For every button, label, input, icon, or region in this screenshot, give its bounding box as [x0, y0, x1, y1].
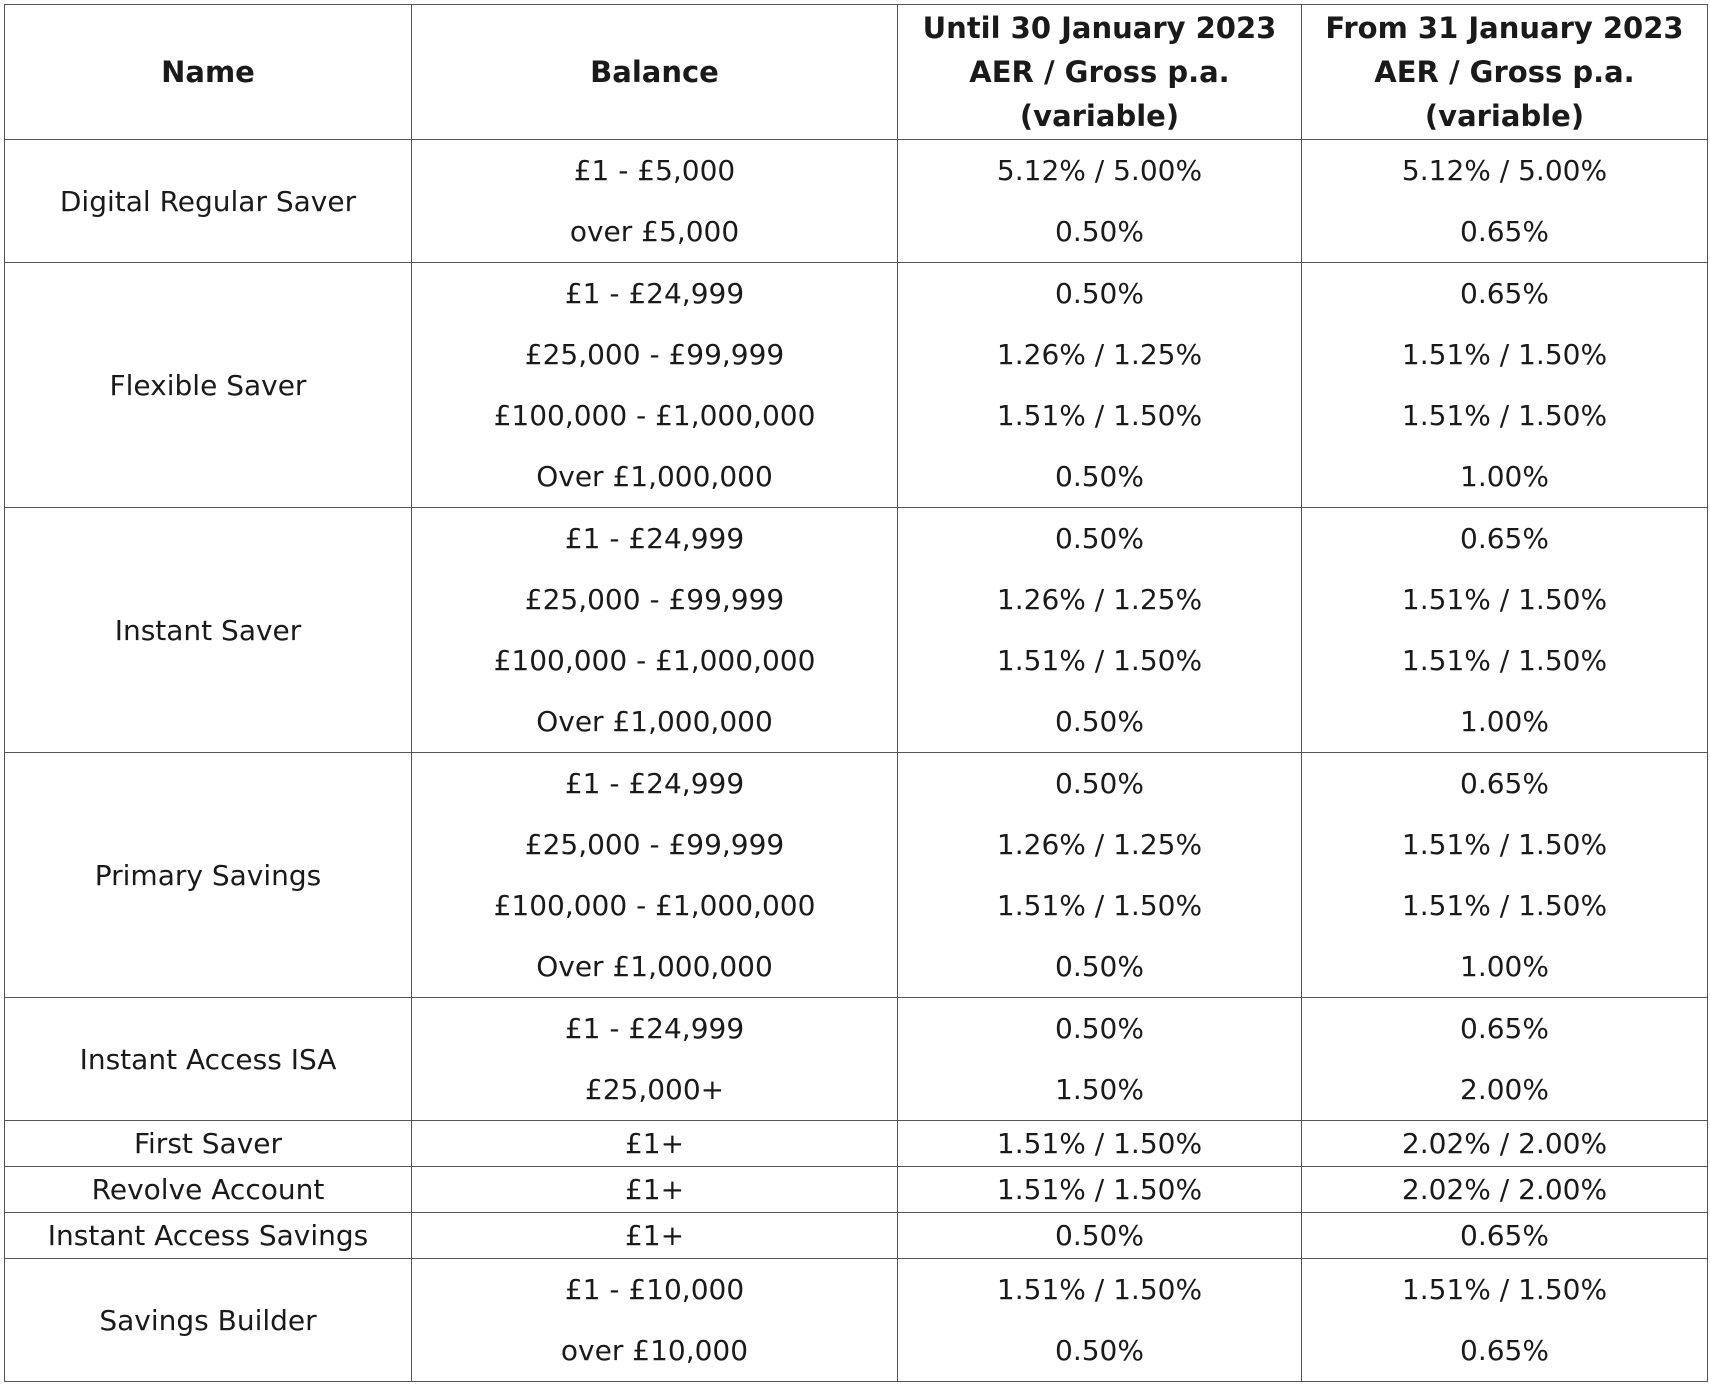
until-cell: [898, 998, 1302, 1121]
rate-value: 0.50%: [1055, 1219, 1144, 1252]
table-header: [5, 5, 1708, 140]
rate-value: 0.65%: [1460, 215, 1549, 248]
balance-tier: £1+: [624, 1127, 685, 1160]
until-cell: [898, 140, 1302, 263]
rate-value: 1.26% / 1.25%: [996, 828, 1203, 861]
balance-tier: over £10,000: [560, 1334, 749, 1367]
until-cell: [898, 753, 1302, 998]
header-name: Name: [5, 5, 412, 140]
rate-value: 0.50%: [1055, 1012, 1144, 1045]
rate-value: 5.12% / 5.00%: [1401, 154, 1608, 187]
balance-tier: £25,000 - £99,999: [524, 338, 785, 371]
rate-value: 1.51% / 1.50%: [996, 399, 1203, 432]
table-row: [5, 263, 1708, 508]
rate-value: 1.26% / 1.25%: [996, 583, 1203, 616]
account-name: Primary Savings: [5, 753, 412, 998]
rate-value: 1.51% / 1.50%: [1401, 338, 1608, 371]
balance-cell: [412, 140, 898, 263]
table-row: [5, 753, 1708, 998]
account-name: Revolve Account: [5, 1167, 412, 1213]
rate-value: 1.51% / 1.50%: [1401, 889, 1608, 922]
rate-value: 1.00%: [1460, 950, 1549, 983]
header-until-line: Until 30 January 2023: [922, 11, 1277, 45]
from-cell: [1302, 1213, 1708, 1259]
header-from-line: AER / Gross p.a.: [1374, 55, 1635, 89]
until-cell: [898, 1121, 1302, 1167]
rate-value: 1.51% / 1.50%: [996, 1273, 1203, 1306]
balance-cell: [412, 753, 898, 998]
account-name: Instant Access ISA: [5, 998, 412, 1121]
table-row: [5, 1167, 1708, 1213]
rate-value: 0.65%: [1460, 1012, 1549, 1045]
header-balance: Balance: [412, 5, 898, 140]
rate-value: 2.02% / 2.00%: [1401, 1127, 1608, 1160]
balance-tier: £1 - £24,999: [564, 277, 745, 310]
rate-value: 1.51% / 1.50%: [1401, 828, 1608, 861]
from-cell: [1302, 140, 1708, 263]
header-until: [898, 5, 1302, 140]
rate-value: 1.50%: [1055, 1073, 1144, 1106]
header-from: [1302, 5, 1708, 140]
balance-tier: £1+: [624, 1173, 685, 1206]
balance-tier: £25,000 - £99,999: [524, 583, 785, 616]
header-from-line: (variable): [1424, 99, 1585, 133]
balance-tier: £1 - £5,000: [573, 154, 736, 187]
balance-cell: [412, 1213, 898, 1259]
balance-cell: [412, 263, 898, 508]
account-name: Instant Saver: [5, 508, 412, 753]
table-row: [5, 508, 1708, 753]
rate-value: 0.50%: [1055, 767, 1144, 800]
until-cell: [898, 1213, 1302, 1259]
account-name: Digital Regular Saver: [5, 140, 412, 263]
table-row: [5, 1121, 1708, 1167]
balance-cell: [412, 1259, 898, 1382]
rate-value: 1.26% / 1.25%: [996, 338, 1203, 371]
balance-tier: £25,000 - £99,999: [524, 828, 785, 861]
until-cell: [898, 508, 1302, 753]
balance-cell: [412, 1121, 898, 1167]
until-cell: [898, 1167, 1302, 1213]
from-cell: [1302, 263, 1708, 508]
rate-value: 0.65%: [1460, 767, 1549, 800]
account-name: Instant Access Savings: [5, 1213, 412, 1259]
rate-value: 1.51% / 1.50%: [996, 1127, 1203, 1160]
rate-value: 1.51% / 1.50%: [1401, 1273, 1608, 1306]
rate-value: 1.51% / 1.50%: [1401, 644, 1608, 677]
balance-tier: Over £1,000,000: [536, 705, 773, 738]
balance-tier: £1 - £24,999: [564, 522, 745, 555]
until-cell: [898, 263, 1302, 508]
balance-tier: Over £1,000,000: [536, 460, 773, 493]
rate-value: 0.65%: [1460, 1219, 1549, 1252]
rate-value: 1.51% / 1.50%: [1401, 583, 1608, 616]
until-cell: [898, 1259, 1302, 1382]
rate-value: 0.65%: [1460, 522, 1549, 555]
balance-tier: Over £1,000,000: [536, 950, 773, 983]
rate-value: 0.65%: [1460, 277, 1549, 310]
table-row: [5, 1213, 1708, 1259]
rate-value: 0.50%: [1055, 950, 1144, 983]
rate-value: 1.51% / 1.50%: [996, 644, 1203, 677]
account-name: Savings Builder: [5, 1259, 412, 1382]
from-cell: [1302, 753, 1708, 998]
rate-value: 0.50%: [1055, 460, 1144, 493]
table-row: [5, 140, 1708, 263]
table-row: [5, 1259, 1708, 1382]
header-until-line: (variable): [1019, 99, 1180, 133]
from-cell: [1302, 508, 1708, 753]
balance-tier: £100,000 - £1,000,000: [493, 889, 816, 922]
balance-tier: £1 - £24,999: [564, 767, 745, 800]
rates-table: [4, 4, 1708, 1382]
balance-cell: [412, 998, 898, 1121]
balance-tier: £1 - £10,000: [564, 1273, 745, 1306]
rate-value: 5.12% / 5.00%: [996, 154, 1203, 187]
from-cell: [1302, 1121, 1708, 1167]
from-cell: [1302, 998, 1708, 1121]
header-until-line: AER / Gross p.a.: [969, 55, 1230, 89]
header-row: [5, 5, 1708, 140]
rate-value: 0.50%: [1055, 522, 1144, 555]
balance-cell: [412, 1167, 898, 1213]
rate-value: 0.50%: [1055, 215, 1144, 248]
rate-value: 0.50%: [1055, 705, 1144, 738]
rate-value: 1.00%: [1460, 460, 1549, 493]
balance-tier: over £5,000: [569, 215, 740, 248]
rate-value: 0.65%: [1460, 1334, 1549, 1367]
header-from-line: From 31 January 2023: [1325, 11, 1684, 45]
from-cell: [1302, 1167, 1708, 1213]
rate-value: 1.51% / 1.50%: [996, 1173, 1203, 1206]
from-cell: [1302, 1259, 1708, 1382]
table-row: [5, 998, 1708, 1121]
balance-tier: £1+: [624, 1219, 685, 1252]
rate-value: 1.00%: [1460, 705, 1549, 738]
balance-tier: £100,000 - £1,000,000: [493, 644, 816, 677]
balance-tier: £100,000 - £1,000,000: [493, 399, 816, 432]
account-name: Flexible Saver: [5, 263, 412, 508]
balance-tier: £25,000+: [584, 1073, 725, 1106]
rate-value: 2.00%: [1460, 1073, 1549, 1106]
rate-value: 2.02% / 2.00%: [1401, 1173, 1608, 1206]
table-body: [5, 140, 1708, 1382]
rate-value: 0.50%: [1055, 277, 1144, 310]
balance-cell: [412, 508, 898, 753]
rate-value: 1.51% / 1.50%: [996, 889, 1203, 922]
account-name: First Saver: [5, 1121, 412, 1167]
rate-value: 1.51% / 1.50%: [1401, 399, 1608, 432]
balance-tier: £1 - £24,999: [564, 1012, 745, 1045]
rate-value: 0.50%: [1055, 1334, 1144, 1367]
